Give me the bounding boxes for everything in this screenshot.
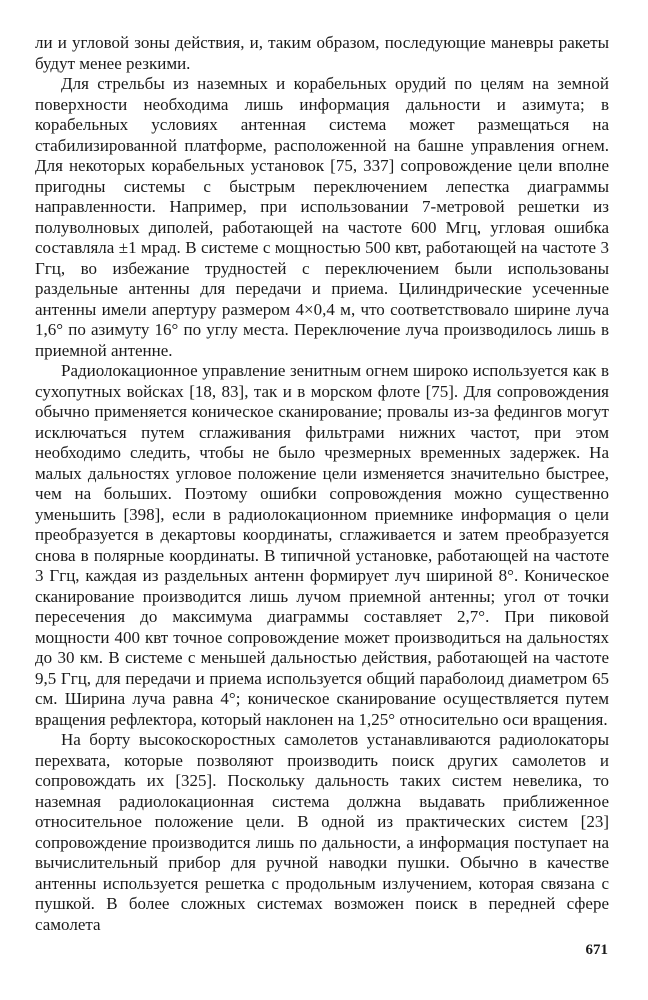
paragraph-ground-naval-guns: Для стрельбы из наземных и корабельных орудий по целям на земной поверхности необходима лишь информация дальности и азимута; в корабельных условиях антенная система может размещаться на стабилизированной платформе, расположенной на башне управления огнем. Для некоторых корабельных установок [75, 337] сопровождение цели вполне пригодны системы с быстрым переключением лепестка диаграммы направленности. Например, при использовании 7-метровой решетки из полуволновых диполей, работающей на частоте 600 Мгц, угловая ошибка составляла ±1 мрад. В системе с мощностью 500 квт, работающей на частоте 3 Ггц, во избежание трудностей с переключением были использованы раздельные антенны для передачи и приема. Цилиндрические усеченные антенны имели апертуру размером 4×0,4 м, что соответствовало ширине луча 1,6° по азимуту 16° по углу места. Переключение луча производилось лишь в приемной антенне. (35, 74, 609, 360)
paragraph-continuation: ли и угловой зоны действия, и, таким образом, последующие маневры ракеты будут менее резкими. (35, 33, 609, 73)
paragraph-intercept-radars: На борту высокоскоростных самолетов устанавливаются радиолокаторы перехвата, которые позволяют производить поиск других самолетов и сопровождать их [325]. Поскольку дальность таких систем невелика, то наземная радиолокационная система должна выдавать приближенное относительное положение цели. В одной из практических систем [23] сопровождение производится лишь по дальности, а информация поступает на вычислительный прибор для ручной наводки пушки. Обычно в качестве антенны используется решетка с продольным излучением, которая связана с пушкой. В более сложных системах возможен поиск в передней сфере самолета (35, 730, 609, 934)
page-body (35, 33, 609, 935)
page-number: 671 (585, 942, 608, 958)
paragraph-anti-aircraft-fire-control: Радиолокационное управление зенитным огнем широко используется как в сухопутных войсках [18, 83], так и в морском флоте [75]. Для сопровождения обычно применяется коническое сканирование; провалы из-за федингов могут исключаться путем сглаживания фильтрами нижних частот, при этом необходимо следить, чтобы не было чрезмерных временных задержек. На малых дальностях угловое положение цели изменяется значительно быстрее, чем на больших. Поэтому ошибки сопровождения можно существенно уменьшить [398], если в радиолокационном приемнике информация о цели преобразуется в декартовы координаты, сглаживается и затем преобразуется снова в полярные координаты. В типичной установке, работающей на частоте 3 Ггц, каждая из раздельных антенн формирует луч шириной 8°. Коническое сканирование производится лишь лучом приемной антенны; угол от точки пересечения до максимума диаграммы составляет 2,7°. При пиковой мощности 400 квт точное сопровождение может производиться на дальностях до 30 км. В системе с меньшей дальностью действия, работающей на частоте 9,5 Ггц, для передачи и приема используется общий параболоид диаметром 65 см. Ширина луча равна 4°; коническое сканирование осуществляется путем вращения рефлектора, который наклонен на 1,25° относительно оси вращения. (35, 361, 609, 729)
